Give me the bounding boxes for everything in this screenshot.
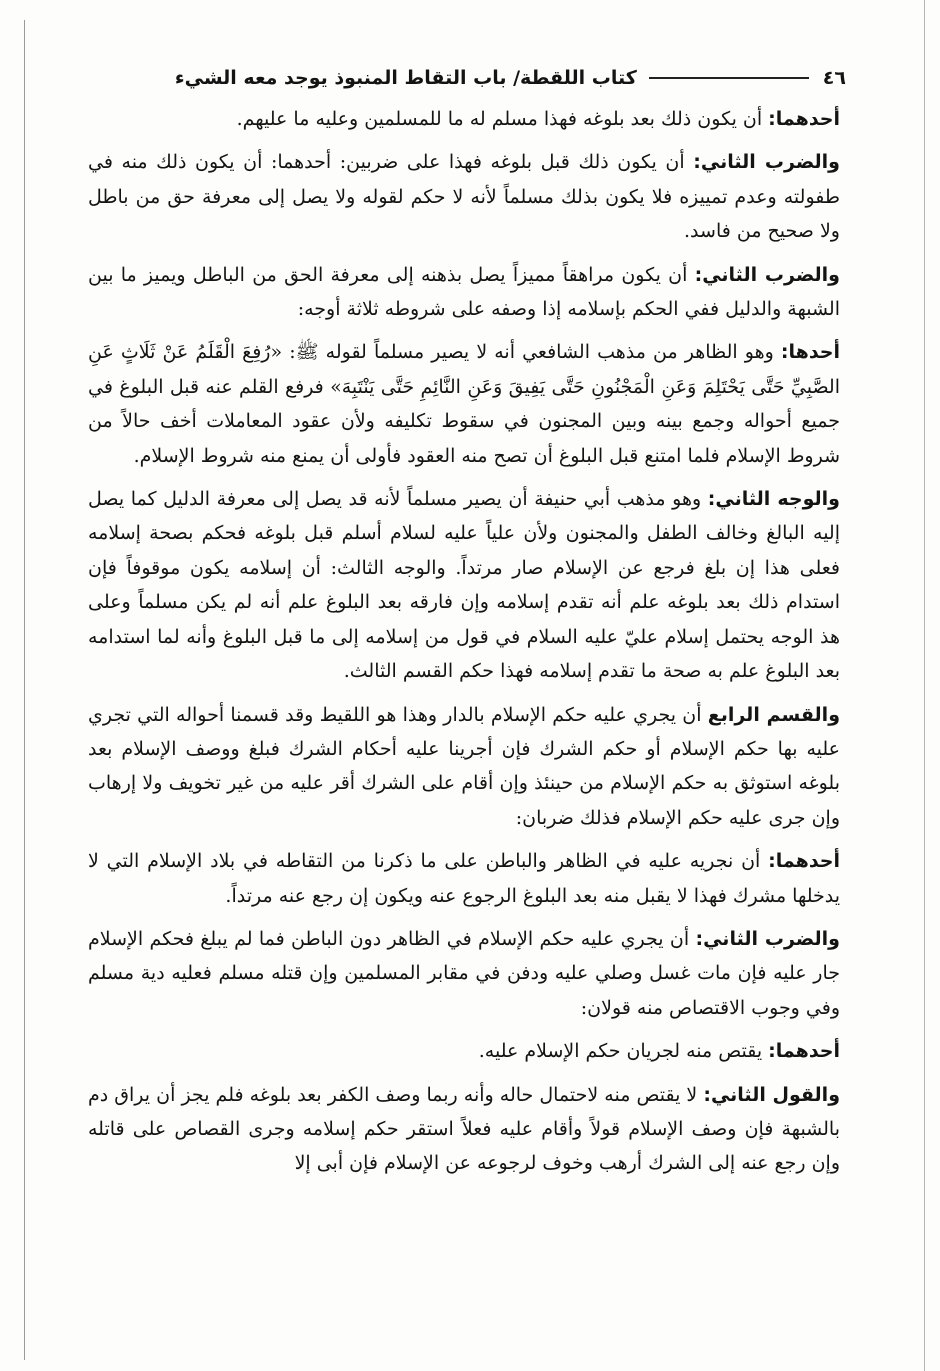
paragraph-lead: أحدهما: (768, 1040, 840, 1063)
paragraph (88, 102, 840, 136)
paragraph-text: أن نجريه عليه في الظاهر والباطن على ما ذكرنا من التقاطه في بلاد الإسلام التي لا يدخلها مشرك فهذا لا يقبل منه بعد البلوغ الرجوع عنه ويكون إن رجع عنه مرتداً. (88, 850, 840, 907)
scan-edge-line (924, 0, 925, 1371)
header-rule (649, 77, 809, 79)
paragraph (88, 145, 840, 248)
paragraph-lead: والضرب الثاني: (694, 263, 840, 286)
paragraph-text: لا يقتص منه لاحتمال حاله وأنه ربما وصف الكفر بعد بلوغه فلم يجز أن يراق دم بالشبهة فإن وصف الإسلام قولاً وأقام عليه فعلاً استقر حكم إسلامه وجرى القصاص على قاتله وإن رجع عنه إلى الشرك أرهب وخوف لرجوعه عن الإسلام فإن أبى إلا (88, 1083, 840, 1175)
paragraph-lead: والضرب الثاني: (693, 151, 840, 174)
paragraph-lead: أحدهما: (768, 850, 840, 873)
running-title: كتاب اللقطة/ باب التقاط المنبوذ يوجد معه الشيء (174, 67, 637, 89)
paragraph-text: وهو الظاهر من مذهب الشافعي أنه لا يصير مسلماً لقوله ﷺ: «رُفِعَ الْقَلَمُ عَنْ ثَلَاثٍ عَنِ الصَّبِيِّ حَتَّى يَحْتَلِمَ وَعَنِ الْمَجْنُونِ حَتَّى يَفِيقَ وَعَنِ النَّائِمِ حَتَّى يَنْتَبِهَ» فرفع القلم عنه قبل البلوغ في جميع أحواله وجمع بينه وبين المجنون في سقوط تكليفه ولأن عقود المعاملات أخف حالاً من شروط الإسلام فلما امتنع قبل البلوغ أن تصح منه العقود فأولى أن يمنع منه شروط الإسلام. (88, 341, 840, 467)
paragraph (88, 258, 840, 327)
paragraph (88, 335, 840, 473)
page-number: ٤٦ (822, 67, 846, 89)
paragraph-lead: أحدها: (780, 341, 840, 364)
paragraph (88, 482, 840, 688)
paragraph-text: أن يكون ذلك بعد بلوغه فهذا مسلم له ما للمسلمين وعليه ما عليهم. (236, 108, 769, 130)
scan-margin-line (24, 20, 25, 1360)
paragraph (88, 698, 840, 836)
paragraph-lead: والقول الثاني: (703, 1083, 841, 1106)
paragraph-text: أن يكون مراهقاً مميزاً يصل بذهنه إلى معرفة الحق من الباطل ويميز ما بين الشبهة والدليل ففي الحكم بإسلامه إذا وصفه على شروطه ثلاثة أوجه: (88, 263, 840, 321)
page-header (62, 58, 846, 98)
paragraph (88, 922, 840, 1025)
page-body (88, 102, 840, 1190)
paragraph-text: يقتص منه لجريان حكم الإسلام عليه. (478, 1040, 769, 1063)
paragraph-lead: والضرب الثاني: (695, 927, 840, 950)
paragraph-text: أن يكون ذلك قبل بلوغه فهذا على ضربين: أحدهما: أن يكون ذلك منه في طفولته وعدم تمييزه فلا يكون بذلك مسلماً لأنه لا حكم لقوله ولا يصل إلى معرفة حق من باطل ولا صحيح من فاسد. (88, 151, 840, 243)
paragraph-lead: والوجه الثاني: (707, 488, 840, 511)
paragraph (88, 844, 840, 913)
paragraph-text: وهو مذهب أبي حنيفة أن يصير مسلماً لأنه قد يصل إلى معرفة الدليل كما يصل إليه البالغ وخالف الطفل والمجنون ولأن علياً عليه لسلام أسلم قبل بلوغه فحكم بصحة إسلامه فعلى هذا إن بلغ فرجع عن الإسلام صار مرتداً. والوجه الثالث: أن إسلامه يكون موقوفاً فإن استدام ذلك بعد بلوغه علم أنه تقدم إسلامه وإن فارقه بعد البلوغ علم أنه لم يكن مسلماً وعلى هذ الوجه يحتمل إسلام عليّ عليه السلام في قول من إسلامه إلى ما قبل البلوغ وأنه لما استدامه بعد البلوغ علم به صحة ما تقدم إسلامه فهذا حكم القسم الثالث. (88, 488, 840, 683)
paragraph (88, 1078, 840, 1181)
paragraph-text: أن يجري عليه حكم الإسلام في الظاهر دون الباطن فما لم يبلغ فحكم الإسلام جار عليه فإن مات غسل وصلي عليه ودفن في مقابر المسلمين وإن قتله مسلم فعليه دية مسلم وفي وجوب الاقتصاص منه قولان: (88, 927, 840, 1019)
paragraph (88, 1034, 840, 1068)
paragraph-lead: والقسم الرابع (707, 703, 841, 726)
paragraph-text: أن يجري عليه حكم الإسلام بالدار وهذا هو اللقيط وقد قسمنا أحواله التي تجري عليه بها حكم الإسلام أو حكم الشرك فإن أجرينا عليه أحكام الشرك فبلغ ووصف الإسلام بعد بلوغه استوثق به حكم الإسلام من حينئذ وإن أقام على الشرك أقر عليه من غير تخويف ولا إرهاب وإن جرى عليه حكم الإسلام فذلك ضربان: (88, 703, 840, 829)
paragraph-lead: أحدهما: (768, 108, 840, 130)
